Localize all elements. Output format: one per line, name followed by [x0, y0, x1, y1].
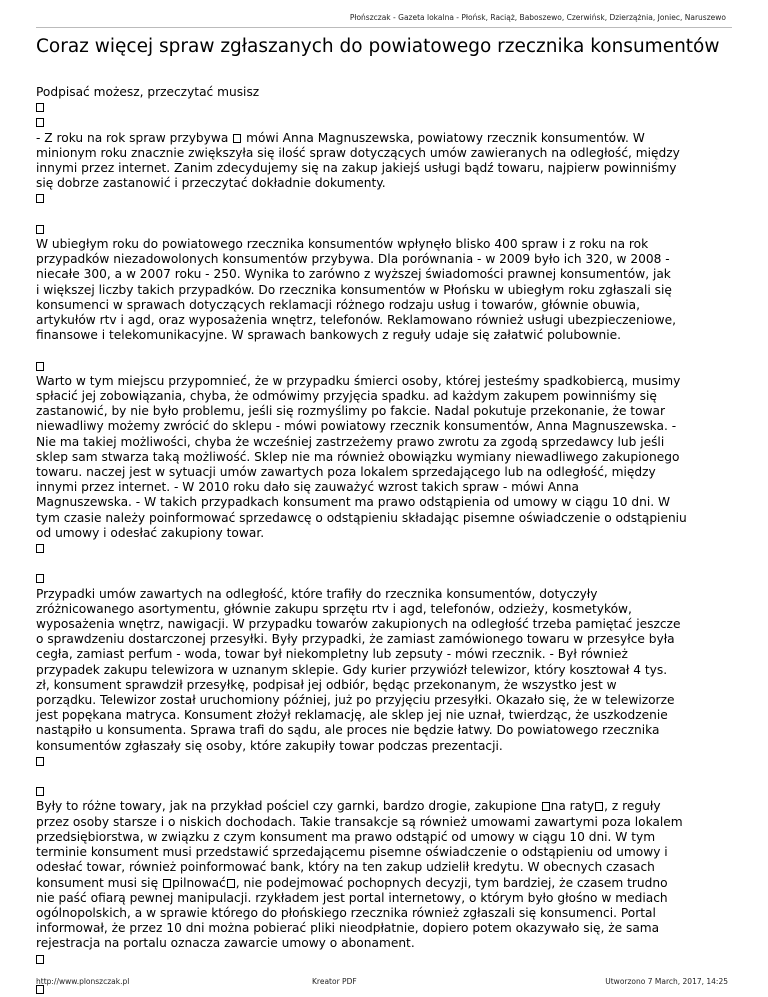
paragraph-line: się dobrze zastanowić i przeczytać dokładnie dokumenty.	[36, 176, 386, 191]
missing-glyph-box	[36, 362, 44, 371]
missing-glyph-box	[36, 118, 44, 127]
missing-glyph-box	[233, 134, 241, 143]
paragraph-line: Przypadki umów zawartych na odległość, które trafiły do rzecznika konsumentów, dotyczyły	[36, 586, 598, 601]
paragraph-line: cegła, zamiast perfum - woda, towar był niekompletny lub zepsuty - mówi rzecznik. - Był również	[36, 647, 628, 662]
paragraph-line: odesłać towar, również poinformować bank, który na ten zakup udzielił kredytu. W obecnych czasach	[36, 860, 655, 875]
article-title: Coraz więcej spraw zgłaszanych do powiatowego rzecznika konsumentów	[36, 36, 720, 57]
page-footer	[36, 977, 728, 989]
paragraph-line: innymi przez internet. - W 2010 roku dało się zauważyć wzrost takich spraw - mówi Anna	[36, 480, 579, 495]
paragraph-line: przedsiębiorstwa, w związku z czym konsument ma prawo odstąpić od umowy w ciągu 10 dni. W tym	[36, 829, 656, 844]
paragraph-line: konsumentów zgłaszały się osoby, które zakupiły towar podczas prezentacji.	[36, 738, 503, 753]
missing-glyph-box	[36, 225, 44, 234]
missing-glyph-box	[36, 574, 44, 583]
paragraph-line: wyposażenia wnętrz, nawigacji. W przypadku towarów zakupionych na odległość trzeba pamiętać jeszcze	[36, 617, 681, 632]
paragraph-line: porządku. Telewizor został uruchomiony później, już po przyjęciu przesyłki. Okazało się, że w telewizorze	[36, 693, 675, 708]
footer-created-date: Utworzono 7 March, 2017, 14:25	[605, 977, 728, 986]
paragraph-line: towaru. naczej jest w sytuacji umów zawartych poza lokalem sprzedającego lub na odległość, między	[36, 465, 656, 480]
paragraph-line: ogólnopolskich, a w sprawie którego do płońskiego rzecznika również zgłaszali się konsumenci. Portal	[36, 905, 656, 920]
paragraph-line: o sprawdzeniu dostarczonej przesyłki. Były przypadki, że zamiast zamówionego towaru w przesyłce była	[36, 632, 675, 647]
paragraph-line: konsumenci w sprawach dotyczących reklamacji różnego rodzaju usług i towarów, głównie obuwia,	[36, 297, 640, 312]
footer-url: http://www.plonszczak.pl	[36, 977, 130, 986]
paragraph-line: od umowy i odesłać zakupiony towar.	[36, 525, 265, 540]
paragraph-line: niecałe 300, a w 2007 roku - 250. Wynika to zarówno z wyższej świadomości prawnej konsumentów, jak	[36, 267, 671, 282]
paragraph-line: Były to różne towary, jak na przykład pościel czy garnki, bardzo drogie, zakupione na raty , z reguły	[36, 799, 661, 814]
paragraph-line: Nie ma takiej możliwości, chyba że wcześniej zastrzeżemy prawo zwrotu za zgodą sprzedawcy lub jeśli	[36, 434, 665, 449]
paragraph-line: minionym roku znacznie zwiększyła się ilość spraw dotyczących umów zawieranych na odległość, między	[36, 145, 680, 160]
paragraph-line: zł, konsument sprawdził przesyłkę, podpisał jej odbiór, będąc przekonanym, że wszystko jest w	[36, 677, 617, 692]
paragraph-line: W ubiegłym roku do powiatowego rzecznika konsumentów wpłynęło blisko 400 spraw i z roku na rok	[36, 237, 649, 252]
paragraph-line: przypadek zakupu telewizora w uznanym sklepie. Gdy kurier przywiózł telewizor, który kosztował 4 tys.	[36, 662, 668, 677]
article-lead: Podpisać możesz, przeczytać musisz	[36, 85, 260, 99]
footer-generator: Kreator PDF	[312, 977, 357, 986]
missing-glyph-box	[595, 802, 603, 811]
paragraph-line: nie paść ofiarą pewnej manipulacji. rzykładem jest portal internetowy, o którym było głośno w mediach	[36, 890, 668, 905]
paragraph-line: sklep sam stwarza taką możliwość. Sklep nie ma również obowiązku wymiany niewadliwego zakupionego	[36, 449, 680, 464]
missing-glyph-box	[542, 802, 550, 811]
missing-glyph-box	[36, 757, 44, 766]
paragraph-line: tym czasie należy poinformować sprzedawcę o odstąpieniu składając pisemne oświadczenie o odstąpieniu	[36, 510, 687, 525]
missing-glyph-box	[36, 194, 44, 203]
paragraph-line: innymi przez internet. Zanim zdecydujemy się na zakup jakiejś usługi bądź towaru, najpierw powinniśmy	[36, 161, 677, 176]
missing-glyph-box	[36, 544, 44, 553]
paragraph-line: zastanowić, by nie było problemu, jeśli się rozmyślimy po fakcie. Nadal pokutuje przekonanie, że towar	[36, 404, 665, 419]
paragraph-line: - Z roku na rok spraw przybywa mówi Anna Magnuszewska, powiatowy rzecznik konsumentów. W	[36, 130, 645, 145]
paragraph-line: przypadków niezadowolonych konsumentów przybywa. Dla porównania - w 2009 było ich 320, w 2008 -	[36, 252, 670, 267]
paragraph-line: informował, że przez 10 dni można pobierać pliki nieodpłatnie, dopiero potem okazywało się, że sama	[36, 921, 660, 936]
missing-glyph-box	[36, 955, 44, 964]
paragraph-line: zróżnicowanego asortymentu, głównie zakupu sprzętu rtv i agd, telefonów, odzieży, kosmetyków,	[36, 601, 632, 616]
paragraph-line: konsument musi się pilnować , nie podejmować pochopnych decyzji, tym bardziej, że czasem trudno	[36, 875, 668, 890]
missing-glyph-box	[36, 787, 44, 796]
paragraph-line: finansowe i telekomunikacyjne. W sprawach bankowych z reguły udaje się załatwić polubownie.	[36, 328, 622, 343]
article-body	[36, 85, 728, 997]
paragraph-line: niewadliwy możemy zwrócić do sklepu - mówi powiatowy rzecznik konsumentów, Anna Magnuszewska. -	[36, 419, 677, 434]
paragraph-line: i większej liczby takich przypadków. Do rzecznika konsumentów w Płońsku w ubiegłym roku zgłaszali się	[36, 282, 672, 297]
paragraph-line: rejestracja na portalu oznacza zawarcie umowy o abonament.	[36, 936, 415, 951]
paragraph-line: przez osoby starsze i o niskich dochodach. Takie transakcje są również umowami zawartymi poza lokalem	[36, 814, 683, 829]
paragraph-line: Warto w tym miejscu przypomnieć, że w przypadku śmierci osoby, której jesteśmy spadkobiercą, musimy	[36, 373, 681, 388]
header-divider	[36, 27, 732, 28]
missing-glyph-box	[227, 879, 235, 888]
paragraph-line: artykułów rtv i agd, oraz wyposażenia wnętrz, telefonów. Reklamowano również usługi ubezpieczeniowe,	[36, 313, 676, 328]
paragraph-line: nastąpiło u konsumenta. Sprawa trafi do sądu, ale proces nie będzie łatwy. Do powiatowego rzecznika	[36, 723, 660, 738]
paragraph-line: jest popękana matryca. Konsument złożył reklamację, ale sklep jej nie uznał, twierdząc, że uszkodzenie	[36, 708, 668, 723]
page-header-source: Płońszczak - Gazeta lokalna - Płońsk, Raciąż, Baboszewo, Czerwińsk, Dzierzążnia, Joniec, Naruszewo	[349, 13, 726, 22]
missing-glyph-box	[36, 103, 44, 112]
missing-glyph-box	[163, 879, 171, 888]
paragraph-line: spłacić jej zobowiązania, chyba, że odmówimy przyjęcia spadku. ad każdym zakupem powinniśmy się	[36, 389, 657, 404]
paragraph-line: terminie konsument musi przedstawić sprzedającemu pisemne oświadczenie o odstąpieniu od umowy i	[36, 845, 668, 860]
paragraph-line: Magnuszewska. - W takich przypadkach konsument ma prawo odstąpienia od umowy w ciągu 10 dni. W	[36, 495, 671, 510]
